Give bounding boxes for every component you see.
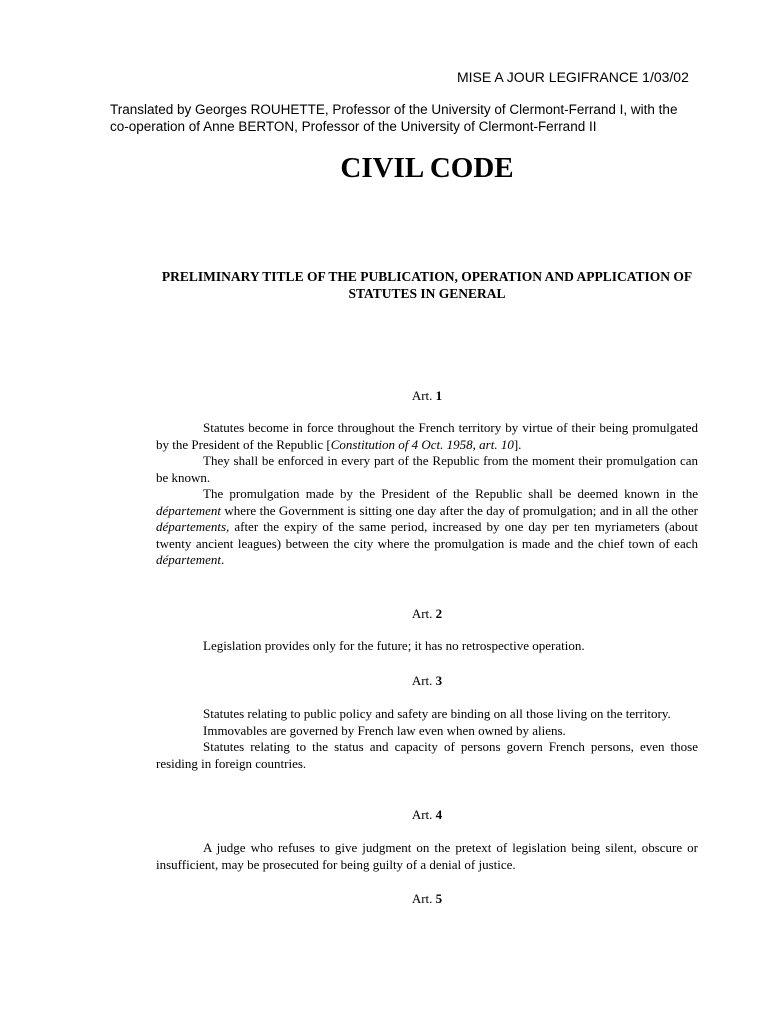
paragraph-text: The promulgation made by the President of the Republic shall be deemed known in the: [203, 486, 698, 501]
paragraph-text: where the Government is sitting one day after the day of promulgation; and in all the other: [220, 502, 698, 518]
article-paragraph: [156, 420, 698, 453]
article-paragraph: Legislation provides only for the future; it has no retrospective operation.: [203, 638, 585, 653]
translator-note-line: Translated by Georges ROUHETTE, Professor of the University of Clermont-Ferrand I, with the: [110, 102, 678, 117]
italic-term: département: [156, 502, 221, 518]
article-body: [156, 638, 698, 655]
paragraph-text: Statutes become in force throughout the French territory by virtue of their being promulgated by the President of the Republic [: [156, 420, 698, 452]
article-body: [156, 840, 698, 873]
article-heading: [0, 673, 768, 689]
article-prefix: Art.: [411, 807, 433, 822]
article-paragraph: They shall be enforced in every part of the Republic from the moment their promulgation can be known.: [156, 453, 698, 485]
article-heading: [0, 807, 768, 823]
article-body: [156, 706, 698, 772]
preliminary-title-line: STATUTES IN GENERAL: [348, 286, 506, 301]
update-line: MISE A JOUR LEGIFRANCE 1/03/02: [457, 69, 689, 85]
preliminary-title: [120, 268, 734, 302]
article-paragraph: [156, 486, 698, 569]
italic-term: départements: [156, 519, 227, 534]
article-number: 1: [435, 388, 443, 403]
document-title: CIVIL CODE: [340, 152, 514, 184]
article-heading: [0, 891, 768, 907]
article-prefix: Art.: [411, 388, 433, 403]
article-number: 2: [435, 606, 443, 621]
article-paragraph: Statutes relating to the status and capacity of persons govern French persons, even those residing in foreign countries.: [156, 739, 698, 771]
article-body: [156, 420, 698, 569]
article-prefix: Art.: [411, 891, 433, 906]
article-prefix: Art.: [411, 673, 433, 688]
italic-term: département: [156, 552, 221, 567]
article-paragraph: Immovables are governed by French law even when owned by aliens.: [203, 722, 566, 738]
translator-note-line: co-operation of Anne BERTON, Professor of the University of Clermont-Ferrand II: [110, 119, 597, 134]
paragraph-text: ].: [513, 436, 522, 452]
article-prefix: Art.: [411, 606, 433, 621]
constitution-reference: Constitution of 4 Oct. 1958, art. 10: [330, 436, 514, 452]
preliminary-title-line: PRELIMINARY TITLE OF THE PUBLICATION, OPERATION AND APPLICATION OF: [161, 269, 693, 284]
paragraph-text: .: [220, 552, 225, 567]
article-heading: [0, 388, 768, 404]
article-number: 4: [435, 807, 443, 822]
article-heading: [0, 606, 768, 622]
article-number: 3: [435, 673, 443, 688]
translator-note: [110, 101, 722, 135]
article-number: 5: [435, 891, 443, 906]
paragraph-text: , after the expiry of the same period, increased by one day per ten myriameters (about twenty ancient leagues) between the city where the promulgation is made and the chief town of each: [156, 519, 698, 551]
article-paragraph: Statutes relating to public policy and safety are binding on all those living on the territory.: [203, 706, 671, 721]
article-paragraph: A judge who refuses to give judgment on the pretext of legislation being silent, obscure or insufficient, may be prosecuted for being guilty of a denial of justice.: [156, 840, 698, 872]
